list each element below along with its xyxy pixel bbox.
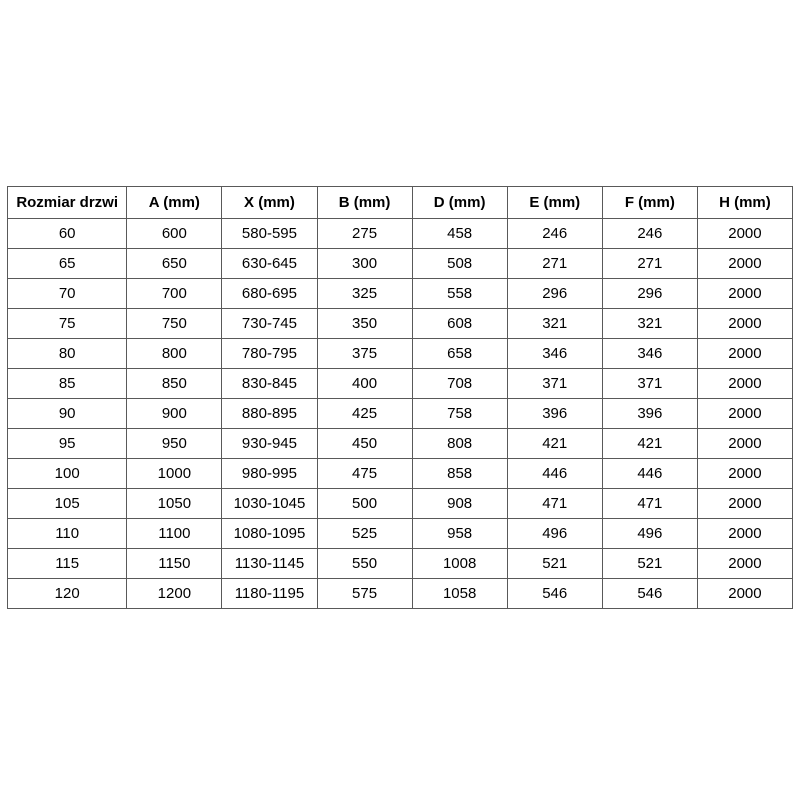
table-cell: 1130-1145 (222, 549, 317, 579)
table-cell: 500 (317, 489, 412, 519)
table-cell: 2000 (697, 549, 792, 579)
table-row (8, 519, 793, 549)
table-cell: 1058 (412, 579, 507, 609)
door-dimensions-table (7, 186, 793, 609)
table-cell: 2000 (697, 399, 792, 429)
table-cell: 396 (507, 399, 602, 429)
table-cell: 496 (507, 519, 602, 549)
table-cell: 2000 (697, 279, 792, 309)
column-header: Rozmiar drzwi (8, 187, 127, 219)
table-cell: 300 (317, 249, 412, 279)
table-cell: 900 (127, 399, 222, 429)
table-cell: 546 (602, 579, 697, 609)
table-cell: 830-845 (222, 369, 317, 399)
table-cell: 1000 (127, 459, 222, 489)
table-cell: 346 (507, 339, 602, 369)
table-cell: 275 (317, 219, 412, 249)
table-body (8, 219, 793, 609)
column-header: A (mm) (127, 187, 222, 219)
table-cell: 1200 (127, 579, 222, 609)
table-cell: 246 (507, 219, 602, 249)
table-cell: 421 (602, 429, 697, 459)
table-cell: 650 (127, 249, 222, 279)
table-cell: 2000 (697, 489, 792, 519)
table-cell: 100 (8, 459, 127, 489)
table-row (8, 549, 793, 579)
table-row (8, 309, 793, 339)
table-cell: 321 (602, 309, 697, 339)
table-cell: 1100 (127, 519, 222, 549)
table-cell: 958 (412, 519, 507, 549)
table-cell: 60 (8, 219, 127, 249)
table-cell: 758 (412, 399, 507, 429)
table-cell: 700 (127, 279, 222, 309)
table-cell: 496 (602, 519, 697, 549)
table-cell: 446 (507, 459, 602, 489)
table-cell: 110 (8, 519, 127, 549)
table-cell: 115 (8, 549, 127, 579)
table-cell: 271 (507, 249, 602, 279)
table-cell: 808 (412, 429, 507, 459)
table-cell: 750 (127, 309, 222, 339)
column-header: X (mm) (222, 187, 317, 219)
table-cell: 90 (8, 399, 127, 429)
table-cell: 325 (317, 279, 412, 309)
table-cell: 471 (507, 489, 602, 519)
table-row (8, 489, 793, 519)
table-cell: 271 (602, 249, 697, 279)
column-header: H (mm) (697, 187, 792, 219)
table-cell: 2000 (697, 519, 792, 549)
table-cell: 550 (317, 549, 412, 579)
table-cell: 1180-1195 (222, 579, 317, 609)
table-cell: 475 (317, 459, 412, 489)
table-cell: 471 (602, 489, 697, 519)
table-cell: 246 (602, 219, 697, 249)
table-cell: 450 (317, 429, 412, 459)
table-cell: 425 (317, 399, 412, 429)
table-cell: 458 (412, 219, 507, 249)
table-cell: 2000 (697, 429, 792, 459)
table-cell: 708 (412, 369, 507, 399)
table-cell: 1150 (127, 549, 222, 579)
table-cell: 630-645 (222, 249, 317, 279)
table-cell: 2000 (697, 339, 792, 369)
table-cell: 858 (412, 459, 507, 489)
table-cell: 1008 (412, 549, 507, 579)
header-row (8, 187, 793, 219)
table-row (8, 579, 793, 609)
table-cell: 800 (127, 339, 222, 369)
table-cell: 375 (317, 339, 412, 369)
table-row (8, 339, 793, 369)
table-cell: 508 (412, 249, 507, 279)
table-cell: 908 (412, 489, 507, 519)
table-cell: 1050 (127, 489, 222, 519)
table-cell: 2000 (697, 579, 792, 609)
table-cell: 850 (127, 369, 222, 399)
table-cell: 930-945 (222, 429, 317, 459)
table-row (8, 399, 793, 429)
table-cell: 95 (8, 429, 127, 459)
table-row (8, 369, 793, 399)
table-cell: 371 (507, 369, 602, 399)
table-cell: 70 (8, 279, 127, 309)
table-cell: 75 (8, 309, 127, 339)
table-cell: 2000 (697, 459, 792, 489)
table-cell: 421 (507, 429, 602, 459)
table-row (8, 249, 793, 279)
column-header: F (mm) (602, 187, 697, 219)
table-cell: 321 (507, 309, 602, 339)
table-cell: 608 (412, 309, 507, 339)
table-cell: 2000 (697, 369, 792, 399)
table-cell: 950 (127, 429, 222, 459)
table-row (8, 279, 793, 309)
table-cell: 658 (412, 339, 507, 369)
table-cell: 446 (602, 459, 697, 489)
table-cell: 105 (8, 489, 127, 519)
table-cell: 2000 (697, 249, 792, 279)
table-cell: 80 (8, 339, 127, 369)
table-cell: 346 (602, 339, 697, 369)
table-cell: 525 (317, 519, 412, 549)
table-row (8, 459, 793, 489)
table-cell: 575 (317, 579, 412, 609)
table-cell: 350 (317, 309, 412, 339)
table-cell: 980-995 (222, 459, 317, 489)
table-cell: 296 (507, 279, 602, 309)
table-row (8, 219, 793, 249)
table-cell: 85 (8, 369, 127, 399)
column-header: B (mm) (317, 187, 412, 219)
table-cell: 400 (317, 369, 412, 399)
column-header: D (mm) (412, 187, 507, 219)
table-cell: 580-595 (222, 219, 317, 249)
table-cell: 730-745 (222, 309, 317, 339)
column-header: E (mm) (507, 187, 602, 219)
table-cell: 2000 (697, 219, 792, 249)
table-cell: 521 (602, 549, 697, 579)
table-cell: 120 (8, 579, 127, 609)
table-cell: 600 (127, 219, 222, 249)
table-cell: 880-895 (222, 399, 317, 429)
table-cell: 65 (8, 249, 127, 279)
table-cell: 680-695 (222, 279, 317, 309)
table-cell: 2000 (697, 309, 792, 339)
table-cell: 780-795 (222, 339, 317, 369)
table-cell: 1080-1095 (222, 519, 317, 549)
table-cell: 371 (602, 369, 697, 399)
table-cell: 558 (412, 279, 507, 309)
table-cell: 546 (507, 579, 602, 609)
table-cell: 1030-1045 (222, 489, 317, 519)
table-row (8, 429, 793, 459)
table-cell: 521 (507, 549, 602, 579)
table-cell: 296 (602, 279, 697, 309)
table-cell: 396 (602, 399, 697, 429)
